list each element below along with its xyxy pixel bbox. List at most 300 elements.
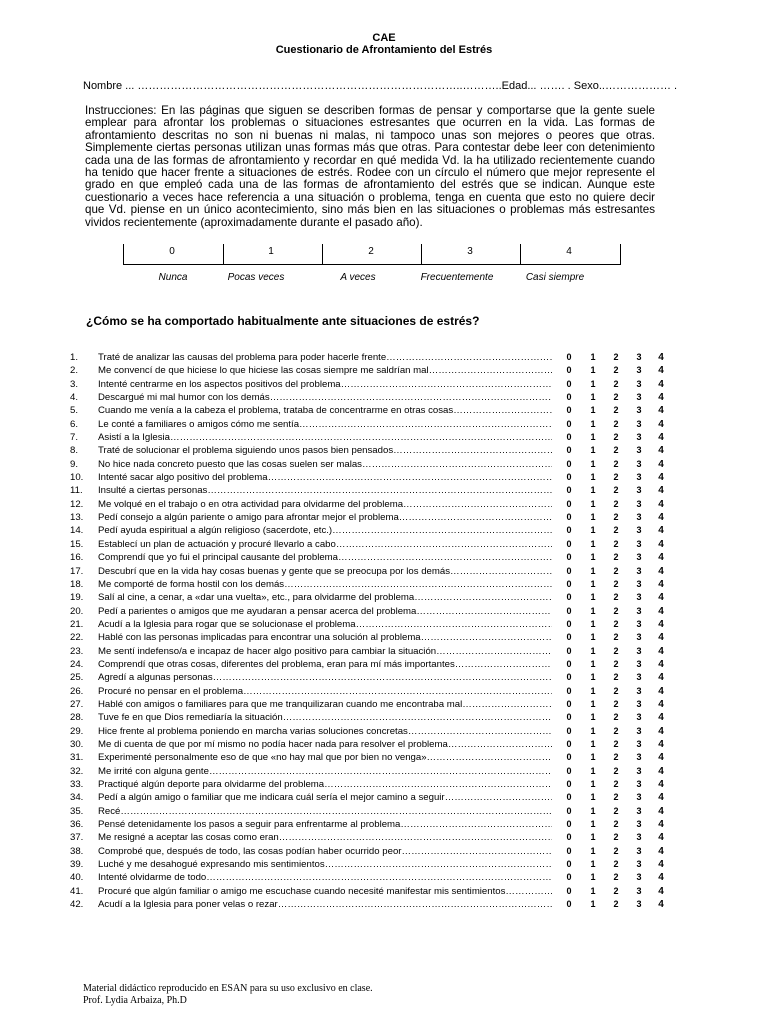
answer-option-4[interactable]: 4 [658, 485, 664, 497]
answer-option-4[interactable]: 4 [658, 352, 664, 363]
item-text: Luché y me desahogué expresando mis sentimientos ………………………………………………………………………………………………………………………………………………………… [98, 858, 552, 871]
answer-option-1[interactable]: 1 [590, 632, 596, 643]
item-text: Intenté sacar algo positivo del problema ………………………………………………………………………………………………………………………………………………………… [98, 471, 552, 484]
answer-option-4[interactable]: 4 [658, 658, 664, 670]
answer-option-0[interactable]: 0 [566, 859, 572, 870]
questionnaire-item [0, 805, 768, 818]
answer-option-2[interactable]: 2 [613, 805, 619, 816]
answer-option-1[interactable]: 1 [590, 845, 596, 856]
item-number: 36. [70, 819, 84, 831]
answer-option-1[interactable]: 1 [590, 565, 596, 576]
answer-option-1[interactable]: 1 [590, 352, 596, 362]
item-number: 1. [70, 352, 79, 363]
answer-option-0[interactable]: 0 [566, 605, 572, 616]
scale-divider [322, 244, 323, 264]
answer-option-1[interactable]: 1 [590, 578, 596, 589]
answer-option-4[interactable]: 4 [658, 365, 664, 377]
item-number: 34. [70, 792, 84, 804]
questionnaire-item [0, 364, 768, 377]
answer-option-0[interactable]: 0 [566, 685, 572, 696]
scale-value: 4 [566, 246, 572, 257]
answer-option-3[interactable]: 3 [636, 485, 642, 496]
answer-option-2[interactable]: 2 [613, 552, 619, 563]
questionnaire-item [0, 898, 768, 911]
answer-option-0[interactable]: 0 [566, 565, 572, 576]
answer-option-0[interactable]: 0 [566, 752, 572, 763]
item-number: 9. [70, 458, 79, 470]
answer-option-4[interactable]: 4 [658, 672, 664, 684]
answer-option-4[interactable]: 4 [658, 538, 664, 550]
answer-option-2[interactable]: 2 [613, 365, 619, 376]
item-text: Me volqué en el trabajo o en otra actividad para olvidarme del problema ………………………………………………………………………………………………………………………………………………………… [98, 498, 552, 511]
answer-option-3[interactable]: 3 [636, 405, 642, 416]
answer-option-2[interactable]: 2 [613, 899, 619, 910]
answer-option-3[interactable]: 3 [636, 472, 642, 483]
answer-option-0[interactable]: 0 [566, 538, 572, 549]
questionnaire-item [0, 391, 768, 404]
answer-option-4[interactable]: 4 [658, 819, 664, 831]
answer-option-4[interactable]: 4 [658, 525, 664, 537]
answer-option-3[interactable]: 3 [636, 672, 642, 683]
questionnaire-item [0, 711, 768, 724]
item-number: 18. [70, 578, 84, 590]
instructions-paragraph: Instrucciones: En las páginas que siguen se describen formas de pensar y comportarse que la gente suele emplear para afrontar los problemas o situaciones estresantes que ocurren en la vida. Las formas de afrontamiento descritas no son ni buenas ni malas, ni tampoco unas son mejores o peores que otras. Simplemente ciertas personas utilizan unas formas más que otras. Para contestar debe leer con detenimiento cada una de las formas de afrontamiento y recordar en qué medida Vd. la ha utilizado recientemente cuando ha tenido que hacer frente a situaciones de estrés. Rodee con un círculo el número que mejor represente el grado en que empleó cada una de las formas de afrontamiento del estrés que se indican. Aunque este cuestionario a veces hace referencia a una situación o problema, tenga en cuenta que esto no quiere decir que Vd. piense en un único acontecimiento, sino más bien en las situaciones o problemas más estresantes vividos recientemente (aproximadamente durante el pasado año). [85, 104, 655, 229]
answer-option-1[interactable]: 1 [590, 538, 596, 549]
answer-option-3[interactable]: 3 [636, 845, 642, 856]
answer-option-3[interactable]: 3 [636, 418, 642, 429]
answer-option-1[interactable]: 1 [590, 525, 596, 536]
answer-option-4[interactable]: 4 [658, 392, 664, 404]
answer-option-3[interactable]: 3 [636, 779, 642, 789]
answer-option-0[interactable]: 0 [566, 392, 572, 403]
item-text: Me convencí de que hiciese lo que hiciese las cosas siempre me saldrían mal ………………………………………………………………………………………………………………………………………………………… [98, 364, 552, 377]
answer-option-1[interactable]: 1 [590, 512, 596, 523]
answer-option-2[interactable]: 2 [613, 859, 619, 870]
item-number: 24. [70, 658, 84, 670]
answer-option-4[interactable]: 4 [658, 552, 664, 564]
item-text: Procuré no pensar en el problema ………………………………………………………………………………………………………………………………………………………… [98, 685, 552, 698]
answer-option-0[interactable]: 0 [566, 712, 572, 723]
answer-option-2[interactable]: 2 [613, 645, 619, 656]
answer-option-1[interactable]: 1 [590, 685, 596, 696]
answer-option-2[interactable]: 2 [613, 458, 619, 469]
answer-option-1[interactable]: 1 [590, 712, 596, 723]
item-text: Salí al cine, a cenar, a «dar una vuelta», etc., para olvidarme del problema ………………………………………………………………………………………………………………………………………………………… [98, 591, 552, 604]
questionnaire-item [0, 618, 768, 631]
answer-option-1[interactable]: 1 [590, 658, 596, 669]
answer-option-3[interactable]: 3 [636, 392, 642, 403]
answer-option-0[interactable]: 0 [566, 512, 572, 523]
answer-option-4[interactable]: 4 [658, 632, 664, 644]
item-text: Me di cuenta de que por mí mismo no podía hacer nada para resolver el problema ………………………………………………………………………………………………………………………………………………………… [98, 738, 552, 751]
answer-option-4[interactable]: 4 [658, 565, 664, 577]
answer-option-3[interactable]: 3 [636, 565, 642, 576]
item-text: Comprobé que, después de todo, las cosas podían haber ocurrido peor ………………………………………………………………………………………………………………………………………………………… [98, 845, 552, 858]
answer-option-2[interactable]: 2 [613, 592, 619, 603]
answer-option-3[interactable]: 3 [636, 552, 642, 563]
answer-option-1[interactable]: 1 [590, 899, 596, 910]
answer-option-0[interactable]: 0 [566, 552, 572, 563]
item-number: 5. [70, 405, 79, 417]
footer-line: Material didáctico reproducido en ESAN para su uso exclusivo en clase. [83, 983, 373, 994]
answer-option-2[interactable]: 2 [613, 832, 619, 843]
answer-option-1[interactable]: 1 [590, 472, 596, 483]
answer-option-1[interactable]: 1 [590, 552, 596, 563]
item-text: Descargué mi mal humor con los demás ………………………………………………………………………………………………………………………………………………………… [98, 391, 552, 404]
item-text: Intenté olvidarme de todo ………………………………………………………………………………………………………………………………………………………… [98, 871, 552, 884]
answer-option-1[interactable]: 1 [590, 738, 596, 749]
questionnaire-item [0, 404, 768, 417]
questionnaire-item [0, 738, 768, 751]
answer-option-1[interactable]: 1 [590, 418, 596, 429]
answer-option-2[interactable]: 2 [613, 685, 619, 696]
item-text: Le conté a familiares o amigos cómo me sentía ………………………………………………………………………………………………………………………………………………………… [98, 418, 552, 431]
item-number: 23. [70, 645, 84, 657]
answer-option-2[interactable]: 2 [613, 872, 619, 883]
answer-option-0[interactable]: 0 [566, 485, 572, 496]
answer-option-3[interactable]: 3 [636, 512, 642, 523]
item-number: 26. [70, 685, 84, 697]
footer-note [83, 983, 373, 1007]
questionnaire-item [0, 671, 768, 684]
item-text: Hablé con amigos o familiares para que me tranquilizaran cuando me encontraba mal ………………………………………………………………………………………………………………………………………………………… [98, 698, 552, 711]
answer-option-3[interactable]: 3 [636, 432, 642, 443]
answer-option-2[interactable]: 2 [613, 445, 619, 456]
answer-option-4[interactable]: 4 [658, 498, 664, 510]
answer-option-1[interactable]: 1 [590, 885, 596, 896]
answer-option-1[interactable]: 1 [590, 819, 596, 830]
questionnaire-item [0, 658, 768, 671]
questionnaire-item [0, 431, 768, 444]
item-text: Hice frente al problema poniendo en marcha varias soluciones concretas ………………………………………………………………………………………………………………………………………………………… [98, 725, 552, 738]
item-number: 28. [70, 712, 84, 724]
answer-option-2[interactable]: 2 [613, 885, 619, 896]
answer-option-1[interactable]: 1 [590, 432, 596, 443]
item-number: 39. [70, 859, 84, 871]
answer-option-4[interactable]: 4 [658, 512, 664, 524]
item-text: Me sentí indefenso/a e incapaz de hacer algo positivo para cambiar la situación ………………………………………………………………………………………………………………………………………………………… [98, 645, 552, 658]
questionnaire-item [0, 471, 768, 484]
answer-option-1[interactable]: 1 [590, 792, 596, 803]
answer-option-0[interactable]: 0 [566, 645, 572, 656]
answer-option-3[interactable]: 3 [636, 538, 642, 549]
answer-option-3[interactable]: 3 [636, 618, 642, 629]
item-number: 41. [70, 885, 84, 897]
answer-option-2[interactable]: 2 [613, 498, 619, 509]
answer-option-0[interactable]: 0 [566, 738, 572, 749]
answer-option-4[interactable]: 4 [658, 698, 664, 710]
answer-option-1[interactable]: 1 [590, 605, 596, 616]
answer-option-3[interactable]: 3 [636, 738, 642, 749]
answer-option-4[interactable]: 4 [658, 859, 664, 871]
answer-option-2[interactable]: 2 [613, 725, 619, 736]
answer-option-0[interactable]: 0 [566, 418, 572, 429]
scale-value: 3 [467, 246, 473, 257]
questionnaire-item [0, 591, 768, 604]
answer-option-0[interactable]: 0 [566, 792, 572, 803]
questionnaire-item [0, 765, 768, 778]
answer-option-2[interactable]: 2 [613, 765, 619, 776]
answer-option-3[interactable]: 3 [636, 792, 642, 803]
answer-option-3[interactable]: 3 [636, 725, 642, 736]
answer-option-2[interactable]: 2 [613, 752, 619, 763]
answer-option-2[interactable]: 2 [613, 485, 619, 496]
answer-option-0[interactable]: 0 [566, 779, 572, 789]
answer-option-1[interactable]: 1 [590, 592, 596, 603]
answer-option-4[interactable]: 4 [658, 458, 664, 470]
answer-option-4[interactable]: 4 [658, 765, 664, 777]
answer-option-0[interactable]: 0 [566, 445, 572, 456]
item-text: Cuando me venía a la cabeza el problema, trataba de concentrarme en otras cosas ………………………………………………………………………………………………………………………………………………………… [98, 404, 552, 417]
answer-option-1[interactable]: 1 [590, 365, 596, 376]
answer-option-4[interactable]: 4 [658, 845, 664, 857]
item-text: Me comporté de forma hostil con los demás ………………………………………………………………………………………………………………………………………………………… [98, 578, 552, 591]
answer-option-0[interactable]: 0 [566, 592, 572, 603]
answer-option-4[interactable]: 4 [658, 752, 664, 764]
questionnaire-item [0, 444, 768, 457]
item-number: 19. [70, 592, 84, 604]
answer-option-0[interactable]: 0 [566, 378, 572, 389]
answer-option-0[interactable]: 0 [566, 899, 572, 910]
answer-option-0[interactable]: 0 [566, 819, 572, 830]
answer-option-0[interactable]: 0 [566, 405, 572, 416]
answer-option-3[interactable]: 3 [636, 525, 642, 536]
answer-option-1[interactable]: 1 [590, 779, 596, 789]
answer-option-2[interactable]: 2 [613, 525, 619, 536]
answer-option-2[interactable]: 2 [613, 565, 619, 576]
item-text: Traté de analizar las causas del problema para poder hacerle frente ………………………………………………………………………………………………………………………………………………………… [98, 351, 552, 364]
answer-option-3[interactable]: 3 [636, 645, 642, 656]
answer-option-0[interactable]: 0 [566, 618, 572, 629]
answer-option-1[interactable]: 1 [590, 618, 596, 629]
answer-option-3[interactable]: 3 [636, 578, 642, 589]
questionnaire-item [0, 831, 768, 844]
answer-option-3[interactable]: 3 [636, 658, 642, 669]
answer-option-0[interactable]: 0 [566, 845, 572, 856]
answer-option-1[interactable]: 1 [590, 392, 596, 403]
item-number: 22. [70, 632, 84, 644]
answer-option-0[interactable]: 0 [566, 498, 572, 509]
answer-option-4[interactable]: 4 [658, 378, 664, 390]
answer-option-4[interactable]: 4 [658, 592, 664, 604]
answer-option-3[interactable]: 3 [636, 859, 642, 870]
answer-option-4[interactable]: 4 [658, 725, 664, 737]
item-number: 20. [70, 605, 84, 617]
item-text: Comprendí que otras cosas, diferentes del problema, eran para mí más importantes ………………………………………………………………………………………………………………………………………………………… [98, 658, 552, 671]
answer-option-1[interactable]: 1 [590, 672, 596, 683]
item-number: 15. [70, 538, 84, 550]
answer-option-1[interactable]: 1 [590, 378, 596, 389]
answer-option-3[interactable]: 3 [636, 445, 642, 456]
questionnaire-item [0, 858, 768, 871]
item-text: Experimenté personalmente eso de que «no hay mal que por bien no venga» ………………………………………………………………………………………………………………………………………………………… [98, 751, 552, 764]
answer-option-0[interactable]: 0 [566, 672, 572, 683]
answer-option-0[interactable]: 0 [566, 365, 572, 376]
answer-option-3[interactable]: 3 [636, 712, 642, 723]
answer-option-4[interactable]: 4 [658, 578, 664, 590]
answer-option-2[interactable]: 2 [613, 779, 619, 789]
answer-option-0[interactable]: 0 [566, 885, 572, 896]
answer-option-4[interactable]: 4 [658, 738, 664, 750]
answer-option-4[interactable]: 4 [658, 432, 664, 444]
questionnaire-item [0, 871, 768, 884]
questionnaire-item [0, 418, 768, 431]
answer-option-1[interactable]: 1 [590, 458, 596, 469]
answer-option-3[interactable]: 3 [636, 378, 642, 389]
item-text: No hice nada concreto puesto que las cosas suelen ser malas ………………………………………………………………………………………………………………………………………………………… [98, 458, 552, 471]
answer-option-1[interactable]: 1 [590, 498, 596, 509]
answer-option-4[interactable]: 4 [658, 779, 664, 790]
answer-option-2[interactable]: 2 [613, 378, 619, 389]
answer-option-3[interactable]: 3 [636, 498, 642, 509]
answer-option-4[interactable]: 4 [658, 472, 664, 484]
item-text: Me resigné a aceptar las cosas como eran ………………………………………………………………………………………………………………………………………………………… [98, 831, 552, 844]
questionnaire-title: Cuestionario de Afrontamiento del Estrés [275, 44, 493, 56]
questionnaire-item [0, 551, 768, 564]
answer-option-3[interactable]: 3 [636, 458, 642, 469]
answer-option-2[interactable]: 2 [613, 512, 619, 523]
answer-option-2[interactable]: 2 [613, 618, 619, 629]
answer-option-0[interactable]: 0 [566, 872, 572, 883]
answer-option-2[interactable]: 2 [613, 845, 619, 856]
answer-option-0[interactable]: 0 [566, 832, 572, 843]
item-number: 35. [70, 805, 84, 817]
item-number: 42. [70, 899, 84, 911]
questionnaire-item [0, 725, 768, 738]
answer-option-2[interactable]: 2 [613, 578, 619, 589]
answer-option-3[interactable]: 3 [636, 752, 642, 763]
answer-option-4[interactable]: 4 [658, 605, 664, 617]
answer-option-3[interactable]: 3 [636, 899, 642, 910]
answer-option-0[interactable]: 0 [566, 352, 572, 362]
answer-option-4[interactable]: 4 [658, 885, 664, 897]
answer-option-4[interactable]: 4 [658, 445, 664, 457]
item-number: 27. [70, 698, 84, 710]
answer-option-4[interactable]: 4 [658, 832, 664, 844]
answer-option-3[interactable]: 3 [636, 592, 642, 603]
answer-option-1[interactable]: 1 [590, 832, 596, 843]
scale-label: Nunca [158, 272, 188, 283]
answer-option-0[interactable]: 0 [566, 632, 572, 643]
answer-option-2[interactable]: 2 [613, 698, 619, 709]
answer-option-4[interactable]: 4 [658, 418, 664, 430]
answer-option-2[interactable]: 2 [613, 418, 619, 429]
answer-option-4[interactable]: 4 [658, 685, 664, 697]
answer-option-3[interactable]: 3 [636, 365, 642, 376]
answer-option-3[interactable]: 3 [636, 819, 642, 830]
response-scale [123, 244, 621, 283]
answer-option-2[interactable]: 2 [613, 632, 619, 643]
answer-option-2[interactable]: 2 [613, 432, 619, 443]
answer-option-0[interactable]: 0 [566, 658, 572, 669]
item-number: 17. [70, 565, 84, 577]
answer-option-3[interactable]: 3 [636, 832, 642, 843]
answer-option-3[interactable]: 3 [636, 685, 642, 696]
questionnaire-item [0, 565, 768, 578]
questionnaire-item [0, 524, 768, 537]
answer-option-3[interactable]: 3 [636, 352, 642, 362]
answer-option-3[interactable]: 3 [636, 632, 642, 643]
answer-option-1[interactable]: 1 [590, 805, 596, 816]
answer-option-1[interactable]: 1 [590, 445, 596, 456]
item-text: Establecí un plan de actuación y procuré llevarlo a cabo ………………………………………………………………………………………………………………………………………………………… [98, 538, 552, 551]
item-number: 3. [70, 378, 79, 390]
answer-option-1[interactable]: 1 [590, 765, 596, 776]
answer-option-3[interactable]: 3 [636, 698, 642, 709]
answer-option-1[interactable]: 1 [590, 485, 596, 496]
answer-option-2[interactable]: 2 [613, 819, 619, 830]
answer-option-2[interactable]: 2 [613, 738, 619, 749]
answer-option-0[interactable]: 0 [566, 698, 572, 709]
answer-option-1[interactable]: 1 [590, 872, 596, 883]
item-text: Intenté centrarme en los aspectos positivos del problema ………………………………………………………………………………………………………………………………………………………… [98, 378, 552, 391]
scale-value: 2 [368, 246, 374, 257]
answer-option-0[interactable]: 0 [566, 578, 572, 589]
answer-option-3[interactable]: 3 [636, 765, 642, 776]
answer-option-2[interactable]: 2 [613, 352, 619, 362]
scale-label: A veces [340, 272, 376, 283]
item-number: 33. [70, 779, 84, 790]
answer-option-2[interactable]: 2 [613, 392, 619, 403]
answer-option-2[interactable]: 2 [613, 658, 619, 669]
questionnaire-item [0, 645, 768, 658]
answer-option-0[interactable]: 0 [566, 458, 572, 469]
answer-option-1[interactable]: 1 [590, 405, 596, 416]
answer-option-4[interactable]: 4 [658, 899, 664, 911]
answer-option-0[interactable]: 0 [566, 525, 572, 536]
answer-option-2[interactable]: 2 [613, 672, 619, 683]
answer-option-2[interactable]: 2 [613, 712, 619, 723]
answer-option-2[interactable]: 2 [613, 792, 619, 803]
answer-option-0[interactable]: 0 [566, 725, 572, 736]
answer-option-0[interactable]: 0 [566, 805, 572, 816]
answer-option-2[interactable]: 2 [613, 605, 619, 616]
answer-option-3[interactable]: 3 [636, 885, 642, 896]
questionnaire-item [0, 818, 768, 831]
answer-option-4[interactable]: 4 [658, 805, 664, 817]
answer-option-0[interactable]: 0 [566, 472, 572, 483]
answer-option-0[interactable]: 0 [566, 432, 572, 443]
scale-label: Frecuentemente [420, 272, 494, 283]
scale-value: 1 [268, 246, 274, 257]
answer-option-1[interactable]: 1 [590, 698, 596, 709]
answer-option-3[interactable]: 3 [636, 805, 642, 816]
answer-option-3[interactable]: 3 [636, 605, 642, 616]
answer-option-1[interactable]: 1 [590, 645, 596, 656]
answer-option-2[interactable]: 2 [613, 538, 619, 549]
answer-option-4[interactable]: 4 [658, 872, 664, 884]
section-question: ¿Cómo se ha comportado habitualmente ante situaciones de estrés? [86, 314, 480, 328]
answer-option-1[interactable]: 1 [590, 725, 596, 736]
item-number: 31. [70, 752, 84, 764]
questionnaire-item [0, 498, 768, 511]
answer-option-4[interactable]: 4 [658, 405, 664, 417]
answer-option-2[interactable]: 2 [613, 472, 619, 483]
answer-option-4[interactable]: 4 [658, 792, 664, 804]
item-number: 4. [70, 392, 79, 404]
answer-option-0[interactable]: 0 [566, 765, 572, 776]
item-text: Acudí a la Iglesia para poner velas o rezar ………………………………………………………………………………………………………………………………………………………… [98, 898, 552, 911]
answer-option-1[interactable]: 1 [590, 859, 596, 870]
answer-option-4[interactable]: 4 [658, 618, 664, 630]
answer-option-1[interactable]: 1 [590, 752, 596, 763]
answer-option-3[interactable]: 3 [636, 872, 642, 883]
item-text: Procuré que algún familiar o amigo me escuchase cuando necesité manifestar mis sentimientos ………………………………………………………………………………………………………………………………………………………… [98, 885, 552, 898]
answer-option-4[interactable]: 4 [658, 645, 664, 657]
answer-option-4[interactable]: 4 [658, 712, 664, 724]
item-number: 16. [70, 552, 84, 564]
answer-option-2[interactable]: 2 [613, 405, 619, 416]
